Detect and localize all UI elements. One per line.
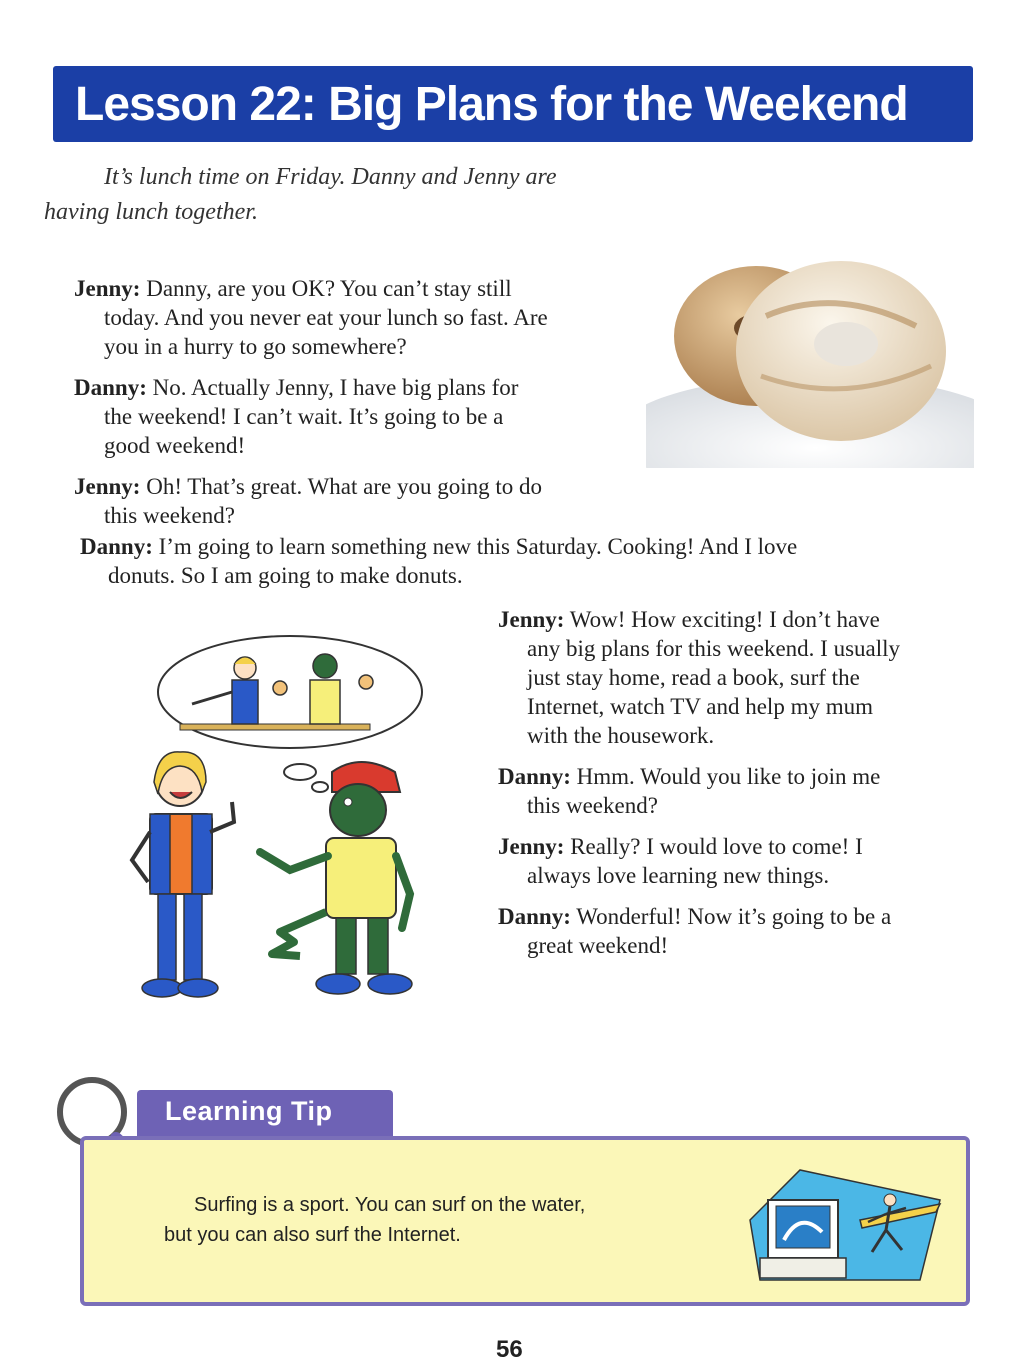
speaker-label: Danny: [80,534,153,559]
speaker-label: Jenny: [498,834,565,859]
dialogue-line [527,791,658,820]
dialogue-text: any big plans for this weekend. I usually [527,636,901,661]
speaker-label: Jenny: [74,276,141,301]
dialogue-line [80,532,797,561]
lesson-title: Lesson 22: Big Plans for the Weekend [75,77,908,131]
dialogue-text: Hmm. Would you like to join me [576,764,881,789]
dialogue-line [104,431,245,460]
dialogue-line [498,605,880,634]
dialogue-text: great weekend! [527,933,669,958]
donut-photo [646,236,974,468]
dialogue-text: this weekend? [104,503,235,528]
dialogue-line [527,692,873,721]
speaker-label: Danny: [498,764,571,789]
dialogue-text: with the housework. [527,723,715,748]
dialogue-line [74,274,512,303]
dialogue-text: this weekend? [527,793,658,818]
intro-line-2: having lunch together. [44,199,258,225]
dialogue-text: donuts. So I am going to make donuts. [108,563,463,588]
dialogue-text: Wonderful! Now it’s going to be a [576,904,892,929]
speaker-label: Jenny: [498,607,565,632]
page-number: 56 [496,1336,523,1363]
learning-tip-line-1: Surfing is a sport. You can surf on the water, [194,1194,586,1216]
dialogue-text: Internet, watch TV and help my mum [527,694,873,719]
dialogue-text: I’m going to learn something new this Saturday. Cooking! And I love [158,534,798,559]
speaker-label: Danny: [74,375,147,400]
lesson-title-bar [53,66,973,142]
computer-surfer-illustration [740,1160,960,1290]
dialogue-line [104,332,407,361]
dialogue-line [527,634,900,663]
dialogue-text: No. Actually Jenny, I have big plans for [152,375,519,400]
dialogue-text: always love learning new things. [527,863,830,888]
dialogue-line [498,902,891,931]
dialogue-line [527,721,714,750]
dialogue-line [74,373,518,402]
dialogue-line [104,303,548,332]
dialogue-text: today. And you never eat your lunch so fast. Are [104,305,548,330]
dialogue-line [108,561,463,590]
dialogue-line [498,762,880,791]
jenny-danny-cartoon [110,632,440,1012]
dialogue-line [527,931,668,960]
dialogue-text: Danny, are you OK? You can’t stay still [146,276,512,301]
learning-tip-tab: Learning Tip [137,1090,393,1136]
dialogue-text: just stay home, read a book, surf the [527,665,860,690]
dialogue-line [527,663,860,692]
dialogue-text: good weekend! [104,433,246,458]
dialogue-line [104,501,235,530]
learning-tip-line-2: but you can also surf the Internet. [164,1224,461,1246]
dialogue-line [498,832,863,861]
dialogue-line [104,402,503,431]
speaker-label: Jenny: [74,474,141,499]
speaker-label: Danny: [498,904,571,929]
dialogue-text: Oh! That’s great. What are you going to do [146,474,543,499]
intro-paragraph [44,160,644,230]
dialogue-text: Really? I would love to come! I [570,834,863,859]
dialogue-text: you in a hurry to go somewhere? [104,334,407,359]
dialogue-line [527,861,829,890]
intro-line-1: It’s lunch time on Friday. Danny and Jenny are [104,164,557,190]
dialogue-text: the weekend! I can’t wait. It’s going to be a [104,404,504,429]
dialogue-text: Wow! How exciting! I don’t have [569,607,880,632]
dialogue-line [74,472,542,501]
